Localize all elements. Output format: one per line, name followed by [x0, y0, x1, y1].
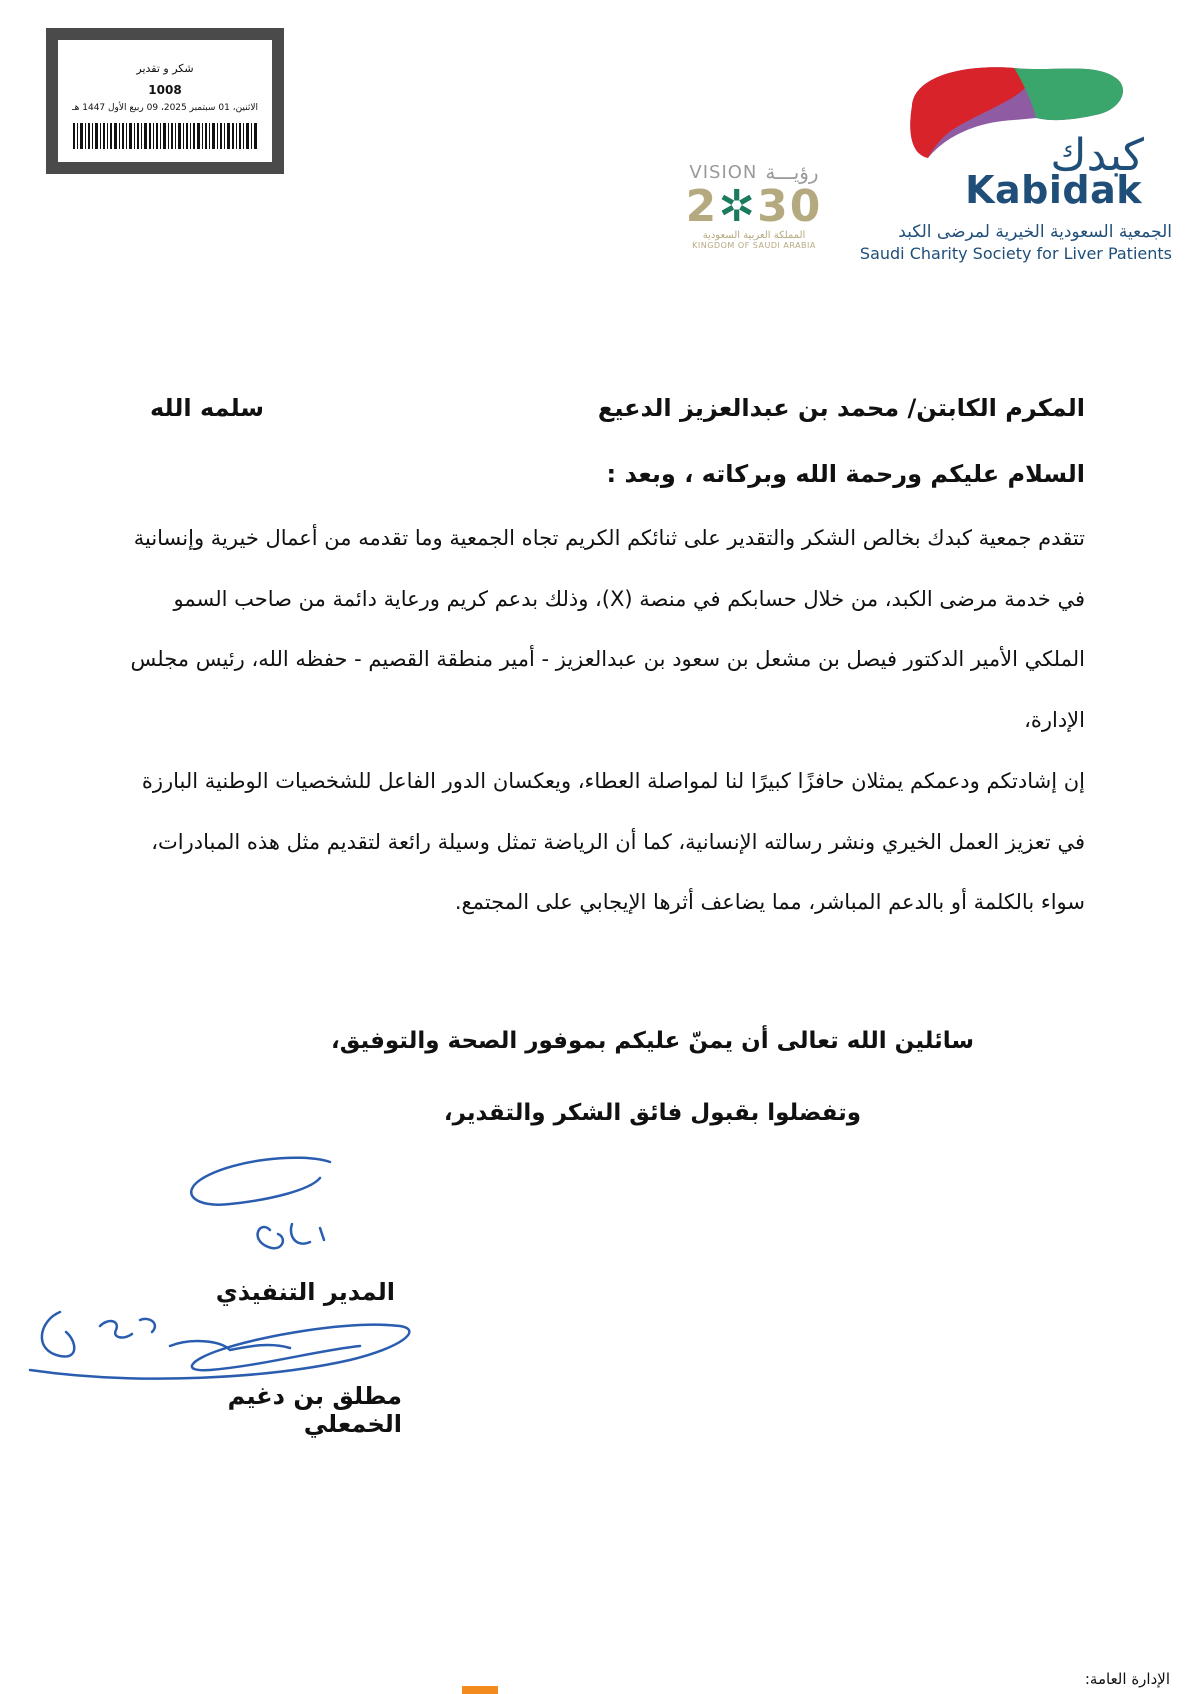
kabidak-subtitle-ar: الجمعية السعودية الخيرية لمرضى الكبد	[898, 222, 1172, 242]
vision-word: VISION	[689, 161, 758, 183]
vision-country-en: KINGDOM OF SAUDI ARABIA	[692, 241, 816, 250]
footer-accent-bar	[462, 1686, 498, 1694]
kabidak-subtitle-en: Saudi Charity Society for Liver Patients	[859, 244, 1172, 263]
palm-emblem-icon: ✲	[718, 181, 758, 232]
vision-arabic-word: رؤيـــة	[765, 160, 819, 184]
footer-label: الإدارة العامة:	[1084, 1670, 1170, 1688]
signatory-title: المدير التنفيذي	[215, 1278, 395, 1306]
addressee-line	[150, 388, 1085, 428]
vision-year	[674, 181, 834, 232]
body-paragraph-2: إن إشادتكم ودعمكم يمثلان حافزًا كبيرًا لنا لمواصلة العطاء، ويعكسان الدور الفاعل للشخصيات الوطنية البارزة في تعزيز العمل الخيري ونشر رسالته الإنسانية، كما أن الرياضة تمثل وسيلة رائعة لتقديم مثل هذه المبادرات، سواء بالكلمة أو بالدعم المباشر، مما يضاعف أثرها الإيجابي على المجتمع.	[141, 769, 1085, 914]
kabidak-name-ar: كبدك	[1050, 130, 1144, 181]
vision-year-right: 30	[757, 181, 823, 232]
greeting: السلام عليكم ورحمة الله وبركاته ، وبعد :	[606, 460, 1085, 488]
vision-2030-logo	[674, 160, 834, 260]
stamp-title: شكر و تقدير	[136, 62, 194, 75]
closing-line-1: سائلين الله تعالى أن يمنّ عليكم بموفور الصحة والتوفيق،	[330, 1028, 975, 1054]
vision-country-ar: المملكة العربية السعودية	[702, 230, 806, 241]
addressee-name: المكرم الكابتن/ محمد بن عبدالعزيز الدعيع	[597, 394, 1085, 422]
body-paragraph-1: تتقدم جمعية كبدك بخالص الشكر والتقدير على ثنائكم الكريم تجاه الجمعية وما تقدمه من أعمال خيرية وإنسانية في خدمة مرضى الكبد، من خلال حسابكم في منصة (X)، وذلك بدعم كريم ورعاية دائمة من صاحب السمو الملكي الأمير الدكتور فيصل بن مشعل بن سعود بن عبدالعزيز - أمير منطقة القصيم - حفظه الله، رئيس مجلس الإدارة،	[130, 526, 1085, 732]
addressee-salutation: سلمه الله	[150, 394, 264, 422]
kabidak-name-en: Kabidak	[965, 168, 1142, 212]
kabidak-logo	[859, 58, 1172, 268]
stamp-number: 1008	[148, 83, 182, 97]
stamp-date: الاثنين، 01 سبتمبر 2025، 09 ربيع الأول 1447 هـ	[72, 103, 258, 113]
document-stamp	[46, 28, 284, 174]
closing-line-2: وتفضلوا بقبول فائق الشكر والتقدير،	[443, 1100, 862, 1126]
signatory-name: مطلق بن دغيم الخمعلي	[227, 1382, 402, 1438]
vision-year-left: 2	[685, 181, 719, 232]
barcode-icon	[73, 123, 257, 149]
